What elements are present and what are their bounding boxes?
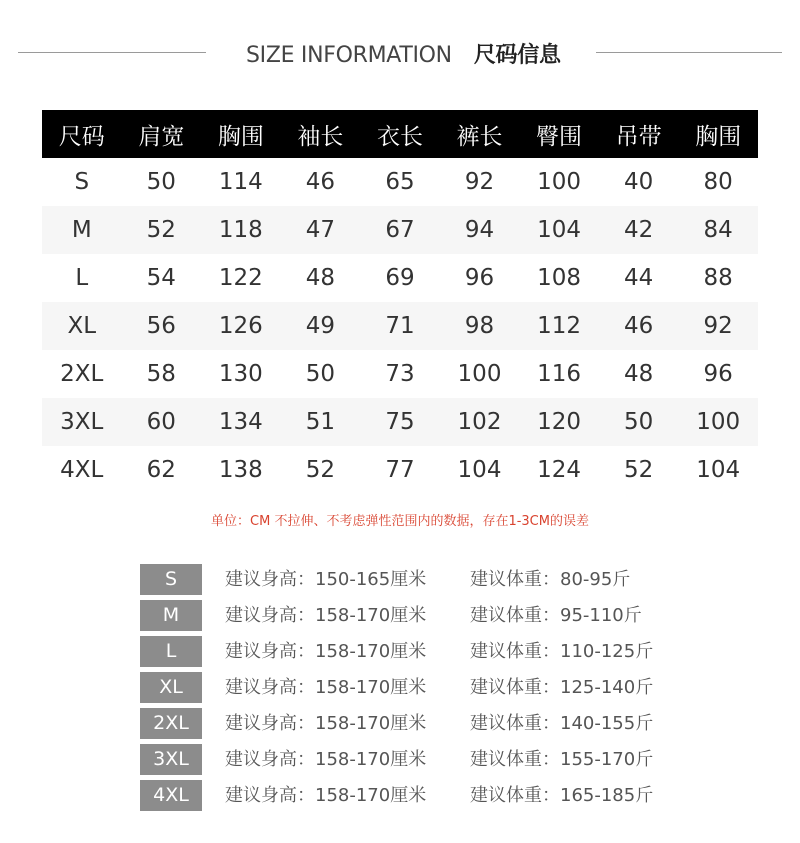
recommendation-row xyxy=(140,670,700,706)
table-cell: 104 xyxy=(519,206,599,254)
table-cell: 50 xyxy=(599,398,679,446)
table-cell: 71 xyxy=(360,302,440,350)
table-cell: 51 xyxy=(281,398,361,446)
table-cell: 92 xyxy=(464,169,495,195)
table-cell: 60 xyxy=(122,398,202,446)
table-cell: 108 xyxy=(537,265,581,291)
table-cell: 73 xyxy=(385,361,415,387)
size-badge: 3XL xyxy=(140,744,202,775)
table-row xyxy=(42,254,758,302)
table-cell: 112 xyxy=(519,302,599,350)
size-recommendations xyxy=(140,562,700,814)
table-cell: 46 xyxy=(599,302,679,350)
table-cell: 100 xyxy=(678,398,758,446)
table-cell: 102 xyxy=(440,398,520,446)
table-cell: 96 xyxy=(703,361,733,387)
title-text xyxy=(246,38,561,69)
recommended-height: 建议身高：150-165厘米 xyxy=(225,569,427,590)
recommended-height: 建议身高：158-170厘米 xyxy=(225,677,427,698)
recommendation-row xyxy=(140,598,700,634)
table-row xyxy=(42,350,758,398)
recommended-height: 建议身高：158-170厘米 xyxy=(225,749,427,770)
recommended-weight: 建议体重：165-185斤 xyxy=(470,785,654,806)
title-english: SIZE INFORMATION xyxy=(246,43,452,68)
table-row xyxy=(42,302,758,350)
table-cell: 122 xyxy=(218,265,263,291)
recommended-height: 建议身高：158-170厘米 xyxy=(225,785,427,806)
title-chinese: 尺码信息 xyxy=(473,43,561,68)
table-cell: 67 xyxy=(360,206,440,254)
table-cell: 50 xyxy=(305,361,336,387)
table-cell: 84 xyxy=(678,206,758,254)
header-chest-2: 胸围 xyxy=(678,110,758,158)
header-size: 尺码 xyxy=(42,110,122,158)
table-cell: 42 xyxy=(599,206,679,254)
table-cell: 40 xyxy=(623,169,654,195)
table-cell: 80 xyxy=(703,169,733,195)
recommended-weight: 建议体重：155-170斤 xyxy=(470,749,654,770)
table-cell: 116 xyxy=(537,361,581,387)
table-cell: 48 xyxy=(623,361,654,387)
table-cell: 114 xyxy=(218,169,263,195)
table-cell: 100 xyxy=(537,169,581,195)
table-cell: 65 xyxy=(385,169,415,195)
table-cell: 126 xyxy=(201,302,281,350)
recommendation-row xyxy=(140,634,700,670)
table-cell: 56 xyxy=(122,302,202,350)
table-row xyxy=(42,158,758,206)
table-row xyxy=(42,398,758,446)
table-cell: 124 xyxy=(537,457,581,483)
table-cell: 44 xyxy=(623,265,654,291)
header-hip: 臀围 xyxy=(519,110,599,158)
table-cell: 104 xyxy=(457,457,502,483)
recommended-height: 建议身高：158-170厘米 xyxy=(225,641,427,662)
table-cell: 54 xyxy=(146,265,176,291)
table-cell: 138 xyxy=(218,457,263,483)
size-badge: XL xyxy=(140,672,202,703)
table-cell: M xyxy=(42,206,122,254)
table-cell: L xyxy=(75,265,89,291)
table-cell: 50 xyxy=(146,169,176,195)
table-cell: 2XL xyxy=(60,361,104,387)
header-strap: 吊带 xyxy=(599,110,679,158)
table-cell: 49 xyxy=(281,302,361,350)
table-cell: 88 xyxy=(703,265,733,291)
table-cell: 58 xyxy=(146,361,176,387)
table-cell: 52 xyxy=(305,457,336,483)
table-cell: 94 xyxy=(440,206,520,254)
recommended-height: 建议身高：158-170厘米 xyxy=(225,713,427,734)
size-badge: S xyxy=(140,564,202,595)
recommended-height: 建议身高：158-170厘米 xyxy=(225,605,427,626)
header-sleeve: 袖长 xyxy=(281,110,361,158)
table-cell: 62 xyxy=(146,457,176,483)
table-row xyxy=(42,206,758,254)
size-badge: 4XL xyxy=(140,780,202,811)
table-cell: 134 xyxy=(201,398,281,446)
table-cell: 69 xyxy=(385,265,415,291)
recommendation-row xyxy=(140,706,700,742)
table-cell: 120 xyxy=(519,398,599,446)
table-cell: 46 xyxy=(305,169,336,195)
table-row xyxy=(42,446,758,494)
recommended-weight: 建议体重：140-155斤 xyxy=(470,713,654,734)
table-cell: 3XL xyxy=(42,398,122,446)
measurement-note: 单位：CM 不拉伸、不考虑弹性范围内的数据，存在1-3CM的误差 xyxy=(211,514,589,529)
recommendation-row xyxy=(140,562,700,598)
recommended-weight: 建议体重：110-125斤 xyxy=(470,641,654,662)
table-cell: 92 xyxy=(678,302,758,350)
recommendation-row xyxy=(140,742,700,778)
size-badge: L xyxy=(140,636,202,667)
recommended-weight: 建议体重：80-95斤 xyxy=(470,569,631,590)
recommendation-row xyxy=(140,778,700,814)
section-title xyxy=(0,28,800,78)
table-cell: 4XL xyxy=(60,457,104,483)
table-cell: 118 xyxy=(201,206,281,254)
size-table xyxy=(42,110,758,494)
table-cell: S xyxy=(74,169,90,195)
table-cell: 104 xyxy=(696,457,741,483)
table-cell: 48 xyxy=(305,265,336,291)
header-pants-length: 裤长 xyxy=(440,110,520,158)
table-cell: 75 xyxy=(360,398,440,446)
header-chest: 胸围 xyxy=(201,110,281,158)
table-cell: 130 xyxy=(218,361,263,387)
table-cell: 52 xyxy=(122,206,202,254)
table-cell: 100 xyxy=(457,361,502,387)
recommended-weight: 建议体重：125-140斤 xyxy=(470,677,654,698)
size-badge: 2XL xyxy=(140,708,202,739)
recommended-weight: 建议体重：95-110斤 xyxy=(470,605,642,626)
table-header-row xyxy=(42,110,758,158)
table-cell: 98 xyxy=(440,302,520,350)
header-shoulder: 肩宽 xyxy=(122,110,202,158)
table-cell: 52 xyxy=(623,457,654,483)
size-badge: M xyxy=(140,600,202,631)
title-divider-left xyxy=(18,52,206,53)
table-cell: 47 xyxy=(281,206,361,254)
table-cell: 96 xyxy=(464,265,495,291)
header-length: 衣长 xyxy=(360,110,440,158)
table-cell: XL xyxy=(42,302,122,350)
table-cell: 77 xyxy=(385,457,415,483)
title-divider-right xyxy=(596,52,782,53)
